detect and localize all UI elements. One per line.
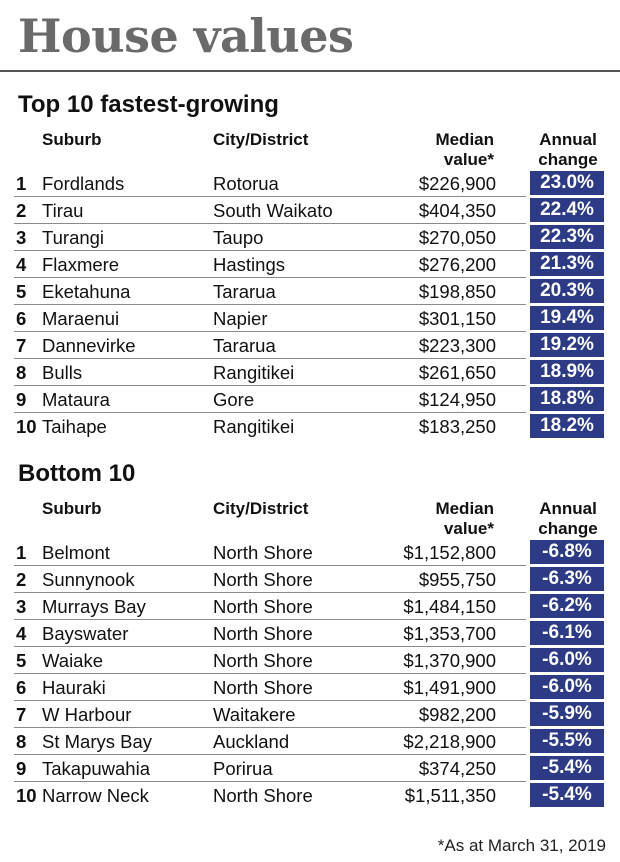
suburb-cell: Flaxmere [42,254,120,275]
title-divider [0,70,620,72]
annual-change-badge: 19.2% [530,333,604,357]
column-header-annual-line1: Annual [539,499,597,518]
median-value-cell: $198,850 [418,281,496,302]
table-row [14,674,606,701]
city-cell: Tararua [213,281,276,302]
column-header-median-line2: value* [443,519,494,538]
suburb-cell: Hauraki [42,677,106,698]
city-cell: South Waikato [213,200,333,221]
annual-change-badge: -6.1% [530,621,604,645]
column-header-median-line2: value* [443,150,494,169]
table-row [14,197,606,224]
table-row [14,413,606,440]
city-cell: North Shore [213,569,313,590]
rank-cell: 4 [16,254,27,275]
rank-cell: 8 [16,731,27,752]
rank-cell: 2 [16,200,27,221]
rank-cell: 7 [16,704,27,725]
rank-cell: 3 [16,596,27,617]
city-cell: Rangitikei [213,362,295,383]
city-cell: Rotorua [213,173,279,194]
rank-cell: 4 [16,623,27,644]
column-header-suburb: Suburb [42,499,102,518]
city-cell: North Shore [213,542,313,563]
annual-change-badge: 22.3% [530,225,604,249]
column-header-median [384,499,494,539]
annual-change-badge: 18.8% [530,387,604,411]
median-value-cell: $1,491,900 [403,677,496,698]
table-row [14,332,606,359]
column-header-annual-line1: Annual [539,130,597,149]
annual-change-badge: -5.5% [530,729,604,753]
table-row [14,278,606,305]
median-value-cell: $276,200 [418,254,496,275]
rank-cell: 9 [16,758,27,779]
median-value-cell: $270,050 [418,227,496,248]
rank-cell: 2 [16,569,27,590]
rank-cell: 7 [16,335,27,356]
table-row [14,728,606,755]
suburb-cell: Turangi [42,227,105,248]
suburb-cell: Maraenui [42,308,120,329]
suburb-cell: Bayswater [42,623,129,644]
section-title: Top 10 fastest-growing [18,91,279,118]
rank-cell: 10 [16,416,37,437]
city-cell: North Shore [213,785,313,806]
table-row [14,593,606,620]
annual-change-badge: -5.9% [530,702,604,726]
table-row [14,755,606,782]
annual-change-badge: -6.0% [530,675,604,699]
rank-cell: 9 [16,389,27,410]
rank-cell: 5 [16,281,27,302]
annual-change-badge: -6.0% [530,648,604,672]
city-cell: Porirua [213,758,273,779]
suburb-cell: Waiake [42,650,104,671]
column-header-city: City/District [213,130,309,149]
annual-change-badge: 19.4% [530,306,604,330]
column-header-median [384,130,494,170]
suburb-cell: Takapuwahia [42,758,150,779]
table-row [14,386,606,413]
median-value-cell: $226,900 [418,173,496,194]
city-cell: Rangitikei [213,416,295,437]
suburb-cell: Dannevirke [42,335,136,356]
table-row [14,359,606,386]
median-value-cell: $1,152,800 [403,542,496,563]
median-value-cell: $404,350 [418,200,496,221]
annual-change-badge: -6.8% [530,540,604,564]
rank-cell: 1 [16,173,27,194]
city-cell: Taupo [213,227,264,248]
annual-change-badge: 22.4% [530,198,604,222]
median-value-cell: $374,250 [418,758,496,779]
annual-change-badge: 21.3% [530,252,604,276]
table-row [14,224,606,251]
suburb-cell: St Marys Bay [42,731,152,752]
city-cell: North Shore [213,623,313,644]
column-header-city: City/District [213,499,309,518]
column-header-annual [530,499,606,539]
city-cell: Napier [213,308,268,329]
rank-cell: 10 [16,785,37,806]
rank-cell: 6 [16,677,27,698]
rank-cell: 1 [16,542,27,563]
page-title: House values [18,9,354,63]
table-row [14,701,606,728]
median-value-cell: $261,650 [418,362,496,383]
city-cell: North Shore [213,650,313,671]
median-value-cell: $2,218,900 [403,731,496,752]
table-row [14,170,606,197]
median-value-cell: $1,370,900 [403,650,496,671]
table-row [14,566,606,593]
suburb-cell: Fordlands [42,173,125,194]
column-header-annual [530,130,606,170]
annual-change-badge: 23.0% [530,171,604,195]
city-cell: Hastings [213,254,285,275]
annual-change-badge: -5.4% [530,756,604,780]
city-cell: Waitakere [213,704,296,725]
median-value-cell: $955,750 [418,569,496,590]
footnote: *As at March 31, 2019 [437,836,606,855]
table-row [14,539,606,566]
suburb-cell: Sunnynook [42,569,135,590]
city-cell: Auckland [213,731,290,752]
suburb-cell: Belmont [42,542,110,563]
column-header-annual-line2: change [538,150,598,169]
rank-cell: 3 [16,227,27,248]
rank-cell: 8 [16,362,27,383]
suburb-cell: Eketahuna [42,281,131,302]
annual-change-badge: 20.3% [530,279,604,303]
city-cell: Gore [213,389,255,410]
city-cell: North Shore [213,596,313,617]
table-row [14,620,606,647]
rank-cell: 6 [16,308,27,329]
suburb-cell: Narrow Neck [42,785,149,806]
median-value-cell: $124,950 [418,389,496,410]
suburb-cell: W Harbour [42,704,132,725]
section-title: Bottom 10 [18,460,136,487]
rank-cell: 5 [16,650,27,671]
column-header-median-line1: Median [435,130,494,149]
table-row [14,305,606,332]
table-row [14,647,606,674]
suburb-cell: Bulls [42,362,83,383]
annual-change-badge: 18.2% [530,414,604,438]
annual-change-badge: -5.4% [530,783,604,807]
annual-change-badge: -6.2% [530,594,604,618]
annual-change-badge: -6.3% [530,567,604,591]
city-cell: North Shore [213,677,313,698]
median-value-cell: $1,511,350 [404,785,496,806]
table-row [14,782,606,809]
city-cell: Tararua [213,335,276,356]
median-value-cell: $982,200 [418,704,496,725]
column-header-annual-line2: change [538,519,598,538]
suburb-cell: Murrays Bay [42,596,146,617]
suburb-cell: Mataura [42,389,110,410]
column-header-suburb: Suburb [42,130,102,149]
table-row [14,251,606,278]
suburb-cell: Taihape [42,416,107,437]
median-value-cell: $301,150 [418,308,496,329]
column-header-median-line1: Median [435,499,494,518]
suburb-cell: Tirau [42,200,84,221]
median-value-cell: $1,353,700 [403,623,496,644]
median-value-cell: $183,250 [418,416,496,437]
annual-change-badge: 18.9% [530,360,604,384]
median-value-cell: $223,300 [418,335,496,356]
median-value-cell: $1,484,150 [403,596,496,617]
